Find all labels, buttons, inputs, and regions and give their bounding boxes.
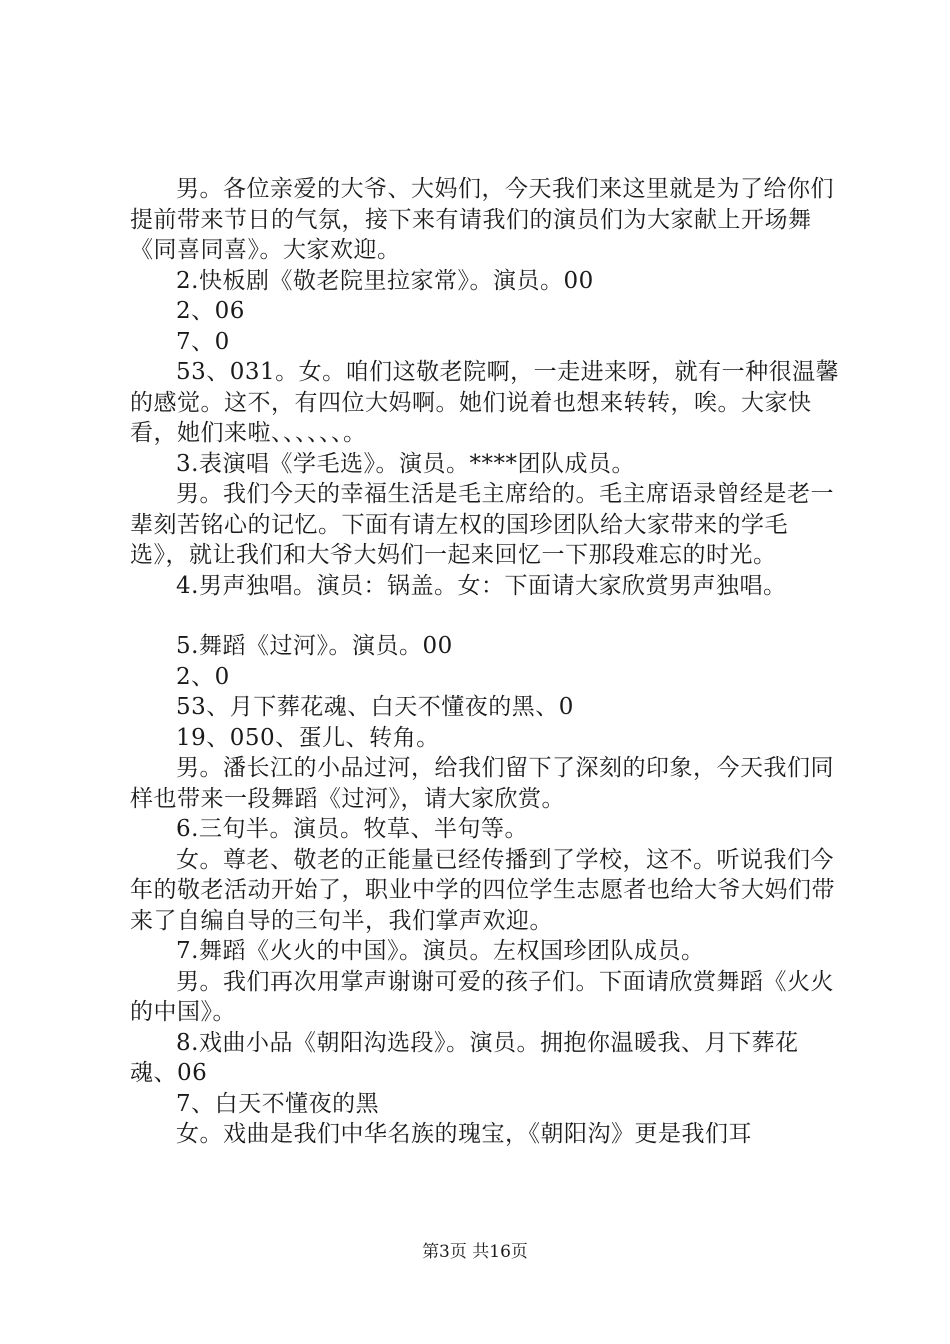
paragraph-host-male: 男。潘长江的小品过河，给我们留下了深刻的印象，今天我们同样也带来一段舞蹈《过河》，请大家欣赏。 [130, 755, 834, 812]
paragraph-item-6: 6.三句半。演员。牧草、半句等。 [176, 816, 528, 842]
paragraph-item-2: 2.快板剧《敬老院里拉家常》。演员。00 [176, 267, 594, 294]
paragraph-host-male: 男。我们再次用掌声谢谢可爱的孩子们。下面请欣赏舞蹈《火火的中国》。 [130, 968, 834, 1025]
paragraph-item-3: 3.表演唱《学毛选》。演员。****团队成员。 [176, 450, 635, 477]
paragraph-line: 53、月下葬花魂、白天不懂夜的黑、0 [176, 694, 574, 720]
paragraph-host-male: 男。我们今天的幸福生活是毛主席给的。毛主席语录曾经是老一辈刻苦铭心的记忆。下面有请左权的国珍团队给大家带来的学毛选》，就让我们和大爷大妈们一起来回忆一下那段难忘的时光。 [130, 481, 834, 568]
document-body [130, 174, 842, 1150]
paragraph-line: 7、白天不懂夜的黑 [176, 1090, 380, 1117]
paragraph-line: 2、06 [176, 298, 245, 324]
page-footer [0, 1241, 950, 1263]
paragraph-item-4: 4.男声独唱。演员：锅盖。女：下面请大家欣赏男声独唱。 [176, 572, 787, 599]
paragraph-item-8: 8.戏曲小品《朝阳沟选段》。演员。拥抱你温暖我、月下葬花魂、06 [130, 1029, 799, 1086]
paragraph-opening-remarks: 男。各位亲爱的大爷、大妈们，今天我们来这里就是为了给你们提前带来节日的气氛，接下来有请我们的演员们为大家献上开场舞《同喜同喜》。大家欢迎。 [130, 176, 834, 263]
paragraph-spacer [130, 601, 842, 631]
page-number-label: 第3页 共16页 [422, 1242, 528, 1262]
paragraph-item-7: 7.舞蹈《火火的中国》。演员。左权国珍团队成员。 [176, 938, 705, 964]
paragraph-line: 7、0 [176, 328, 230, 355]
paragraph-line: 2、0 [176, 663, 230, 690]
paragraph-item-5: 5.舞蹈《过河》。演员。00 [176, 633, 453, 659]
paragraph-host-female: 53、031。女。咱们这敬老院啊，一走进来呀，就有一种很温馨的感觉。这不，有四位大妈啊。她们说着也想来转转，唉。大家快看，她们来啦、、、、、、。 [130, 359, 840, 446]
paragraph-line: 19、050、蛋儿、转角。 [176, 724, 440, 751]
paragraph-host-female: 女。戏曲是我们中华名族的瑰宝，《朝阳沟》更是我们耳 [176, 1121, 752, 1147]
paragraph-host-female: 女。尊老、敬老的正能量已经传播到了学校，这不。听说我们今年的敬老活动开始了，职业中学的四位学生志愿者也给大爷大妈们带来了自编自导的三句半，我们掌声欢迎。 [130, 846, 835, 934]
